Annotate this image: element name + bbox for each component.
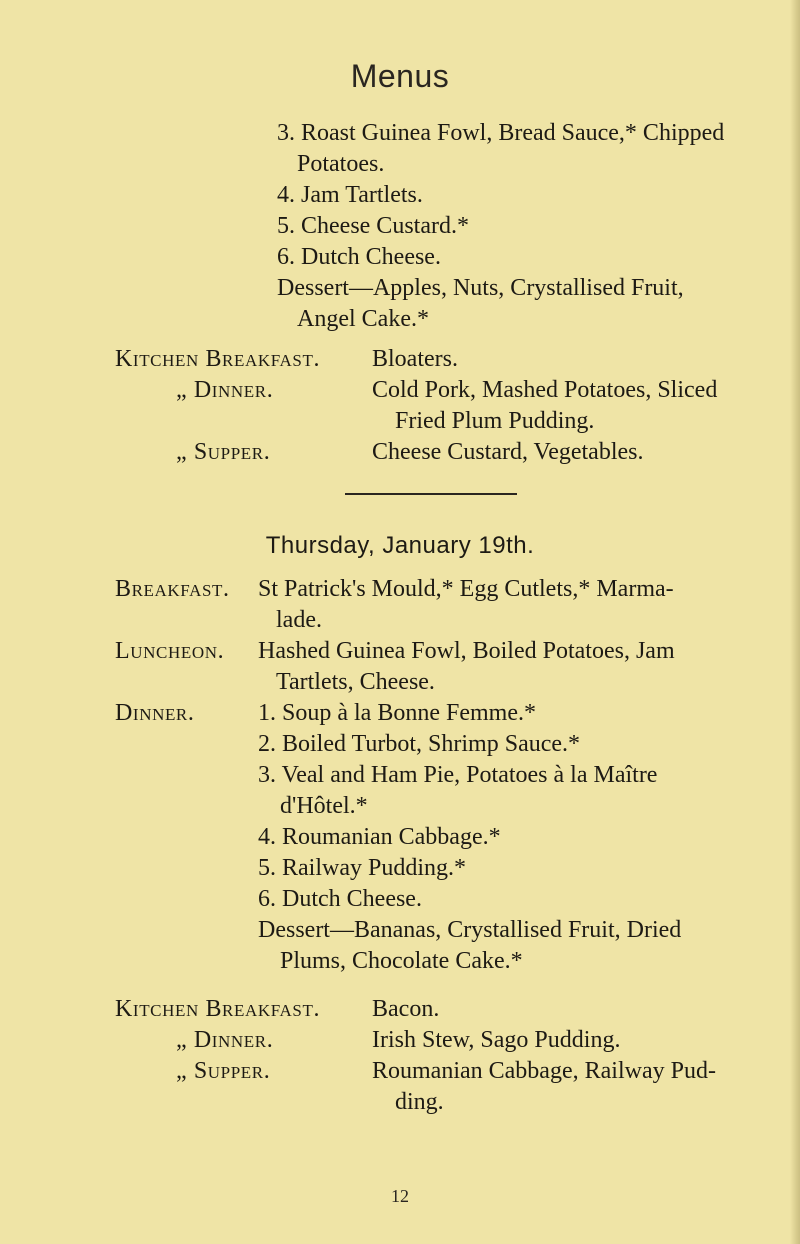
dinner-course-4-thursday: 4. Roumanian Cabbage.*: [258, 824, 501, 850]
dinner-dessert: Dessert—Apples, Nuts, Crystallised Fruit,: [277, 275, 684, 301]
page-edge: [790, 0, 800, 1244]
kitchen-breakfast-label-thursday: Kitchen Breakfast.: [115, 996, 321, 1022]
dinner-course-1: 1. Soup à la Bonne Femme.*: [258, 700, 536, 726]
luncheon-line-2: Tartlets, Cheese.: [276, 669, 435, 695]
dinner-course-5-thursday: 5. Railway Pudding.*: [258, 855, 466, 881]
breakfast-label: Breakfast.: [115, 576, 230, 602]
dinner-course-3-thursday: 3. Veal and Ham Pie, Potatoes à la Maître: [258, 762, 658, 788]
dinner-course-3: 3. Roast Guinea Fowl, Bread Sauce,* Chipped: [277, 120, 725, 146]
kitchen-dinner-item: Cold Pork, Mashed Potatoes, Sliced: [372, 377, 718, 403]
luncheon-label: Luncheon.: [115, 638, 225, 664]
day-heading: Thursday, January 19th.: [265, 532, 535, 559]
breakfast-line-2: lade.: [276, 607, 322, 633]
page-title: Menus: [350, 58, 450, 94]
kitchen-breakfast-label: Kitchen Breakfast.: [115, 346, 321, 372]
dinner-course-4: 4. Jam Tartlets.: [277, 182, 423, 208]
kitchen-supper-item-thursday: Roumanian Cabbage, Railway Pud-: [372, 1058, 716, 1084]
dinner-label: Dinner.: [115, 700, 195, 726]
dinner-course-2: 2. Boiled Turbot, Shrimp Sauce.*: [258, 731, 581, 757]
dinner-dessert-cont: Angel Cake.*: [297, 306, 429, 332]
kitchen-supper-item: Cheese Custard, Vegetables.: [372, 439, 644, 465]
page-number: 12: [391, 1186, 409, 1206]
dinner-course-3-cont: Potatoes.: [297, 151, 385, 177]
kitchen-dinner-item-cont: Fried Plum Pudding.: [395, 408, 595, 434]
dinner-course-3-thursday-cont: d'Hôtel.*: [280, 793, 368, 819]
kitchen-supper-label-thursday: „ Supper.: [176, 1058, 271, 1084]
dinner-course-6: 6. Dutch Cheese.: [277, 244, 441, 270]
kitchen-dinner-label-thursday: „ Dinner.: [176, 1027, 274, 1053]
kitchen-supper-item-thursday-cont: ding.: [395, 1089, 444, 1115]
kitchen-breakfast-item: Bloaters.: [372, 346, 458, 372]
kitchen-dinner-item-thursday: Irish Stew, Sago Pudding.: [372, 1027, 621, 1053]
breakfast-line-1: St Patrick's Mould,* Egg Cutlets,* Marma-: [258, 576, 674, 602]
kitchen-supper-label: „ Supper.: [176, 439, 271, 465]
dinner-dessert-thursday-cont: Plums, Chocolate Cake.*: [280, 948, 523, 974]
kitchen-breakfast-item-thursday: Bacon.: [372, 996, 440, 1022]
luncheon-line-1: Hashed Guinea Fowl, Boiled Potatoes, Jam: [258, 638, 675, 664]
section-divider: [345, 493, 517, 495]
kitchen-dinner-label: „ Dinner.: [176, 377, 274, 403]
dinner-course-5: 5. Cheese Custard.*: [277, 213, 469, 239]
dinner-course-6-thursday: 6. Dutch Cheese.: [258, 886, 422, 912]
dinner-dessert-thursday: Dessert—Bananas, Crystallised Fruit, Dried: [258, 917, 682, 943]
